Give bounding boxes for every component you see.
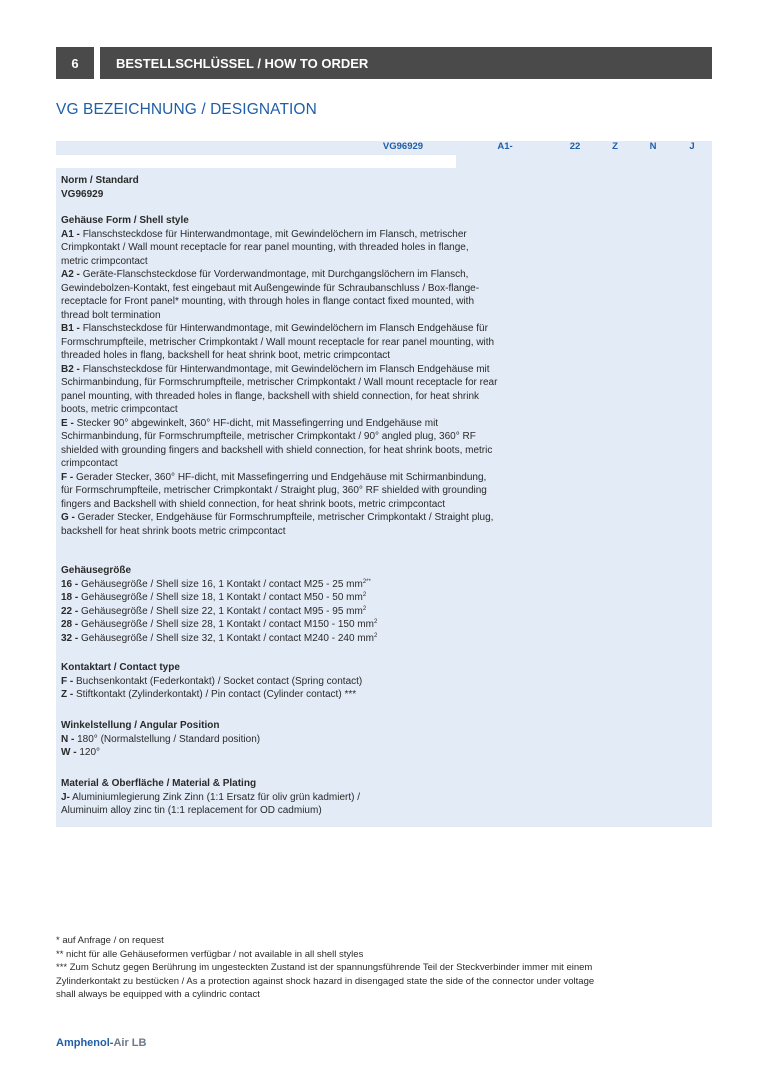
shell-text: Flanschsteckdose für Hinterwandmontage, mit Gewindelöchern im Flansch Endgehäuse für (82, 323, 488, 334)
shell-line: fingers and Backshell with shield connection, for heat shrink boots, metric crimpcontact (61, 498, 446, 510)
shell-item (61, 363, 551, 417)
shell-line: thread bolt termination (61, 309, 161, 321)
shell-line: Crimpkontakt / Wall mount receptacle for rear panel mounting, with threaded holes in flange, (61, 242, 469, 253)
contact-code: Z - (61, 689, 74, 700)
code-vg: VG96929 (382, 141, 424, 152)
shell-line: boots, metric crimpcontact (61, 404, 178, 415)
shell-text: Geräte-Flanschsteckdose für Vorderwandmontage, mit Durchgangslöchern im Flansch, (82, 269, 469, 280)
shell-code: A2 - (61, 269, 80, 280)
norm-heading: Norm / Standard (61, 175, 139, 186)
shell-item (61, 268, 551, 322)
size-item (61, 591, 591, 605)
shell-block (61, 214, 551, 538)
material-line (61, 791, 701, 805)
angle-heading: Winkelstellung / Angular Position (61, 720, 220, 731)
contact-item (61, 675, 621, 689)
size-code: 16 - (61, 578, 79, 590)
size-code: 22 - (61, 605, 79, 617)
size-text: Gehäusegröße / Shell size 18, 1 Kontakt / contact M50 - 50 mm (81, 592, 363, 603)
footnote: ** nicht für alle Gehäuseformen verfügbar / not available in all shell styles (56, 948, 364, 960)
size-heading: Gehäusegröße (61, 565, 132, 576)
shell-item (61, 417, 551, 471)
shell-code: B2 - (61, 363, 80, 375)
shell-line (61, 363, 551, 377)
footnotes (56, 934, 706, 1002)
footnote: Zylinderkontakt zu bestücken / As a protection against shock hazard in disengaged state the side of the connector under voltage (56, 975, 595, 987)
size-sup: 2 (362, 592, 367, 598)
size-sup: 2** (362, 578, 371, 585)
contact-text: Buchsenkontakt (Federkontakt) / Socket contact (Spring contact) (76, 675, 363, 687)
shell-item (61, 228, 551, 269)
size-text: Gehäusegröße / Shell size 16, 1 Kontakt / contact M25 - 25 mm (81, 578, 363, 590)
page-header-title: BESTELLSCHLÜSSEL / HOW TO ORDER (100, 47, 712, 79)
shell-item (61, 511, 551, 538)
material-code: J- (61, 791, 70, 803)
shell-line (61, 471, 551, 485)
contact-block (61, 661, 621, 702)
size-sup: 2 (373, 632, 378, 639)
angle-block (61, 719, 661, 760)
angle-text: 120° (79, 747, 101, 758)
shell-line (61, 268, 551, 282)
shell-line: threaded holes in flang, backshell for heat shrink boot, metric crimpcontact (61, 350, 391, 361)
size-text: Gehäusegröße / Shell size 28, 1 Kontakt / contact M150 - 150 mm (81, 619, 374, 630)
code-contact: Z (612, 141, 618, 152)
shell-line (61, 417, 551, 431)
size-sup: 2 (362, 605, 367, 612)
footnote: * auf Anfrage / on request (56, 935, 164, 946)
shell-line: Formschrumpfteile, metrischer Crimpkontakt / Wall mount receptacle for rear panel mounting, with (61, 336, 495, 348)
material-block (61, 777, 701, 818)
size-item (61, 632, 591, 646)
shell-line: für Formschrumpfteile, metrischer Crimpkontakt / Straight plug, 360° RF shielded with grounding (61, 485, 487, 496)
shell-code: A1 - (61, 228, 80, 240)
logo-brand: Amphenol- (56, 1037, 114, 1049)
shell-item (61, 471, 551, 512)
footnote: shall always be equipped with a cylindric contact (56, 989, 260, 1000)
shell-item (61, 322, 551, 363)
size-code: 32 - (61, 632, 79, 644)
shell-line: metric crimpcontact (61, 255, 148, 267)
code-material: J (689, 141, 695, 152)
size-code: 18 - (61, 592, 79, 603)
shell-line: crimpcontact (61, 458, 118, 469)
shell-line: receptacle for Front panel* mounting, with through holes in flange contact fixed mounted, with (61, 296, 475, 307)
column-bg-angle-col (634, 141, 672, 769)
shell-line (61, 322, 551, 336)
material-heading: Material & Oberfläche / Material & Plating (61, 778, 257, 789)
footnote: *** Zum Schutz gegen Berührung im ungesteckten Zustand ist der spannungsführende Teil der Steckverbinder immer mit einem (56, 962, 593, 973)
angle-item (61, 746, 661, 760)
code-shell: A1- (497, 141, 513, 152)
size-text: Gehäusegröße / Shell size 22, 1 Kontakt / contact M95 - 95 mm (81, 605, 363, 617)
contact-text: Stiftkontakt (Zylinderkontakt) / Pin contact (Cylinder contact) *** (76, 689, 357, 700)
code-size: 22 (569, 141, 581, 152)
size-item (61, 618, 591, 632)
shell-line: shielded with grounding fingers and backshell with shield connection, for heat shrink boots, metric (61, 444, 493, 456)
shell-line (61, 511, 551, 525)
size-item (61, 605, 591, 619)
angle-code: N - (61, 733, 75, 745)
size-sup: 2 (373, 619, 378, 625)
angle-text: 180° (Normalstellung / Standard position) (77, 733, 261, 745)
logo-sub: Air LB (113, 1037, 147, 1049)
shell-code: F - (61, 471, 74, 483)
shell-code: E - (61, 417, 74, 429)
angle-code: W - (61, 747, 77, 758)
material-line: Aluminuim alloy zinc tin (1:1 replacement for OD cadmium) (61, 805, 322, 816)
shell-line: panel mounting, with threaded holes in flange, backshell with shield connection, for heat shrink (61, 390, 480, 402)
angle-item (61, 733, 661, 747)
column-bg-material-col (672, 141, 712, 827)
contact-code: F - (61, 675, 74, 687)
code-angle: N (649, 141, 657, 152)
contact-heading: Kontaktart / Contact type (61, 662, 180, 673)
shell-line: backshell for heat shrink boots metric crimpcontact (61, 525, 286, 537)
shell-line: Schirmanbindung, für Formschrumpfteile, metrischer Crimpkontakt / Wall mount receptacle for rear (61, 377, 498, 388)
section-number: 6 (56, 47, 94, 79)
brand-logo (56, 1037, 146, 1049)
shell-line: Schirmanbindung, für Formschrumpfteile, metrischer Crimpkontakt / 90° angled plug, 360° RF (61, 431, 476, 442)
column-bg-contact-col (596, 141, 634, 711)
shell-text: Stecker 90° abgewinkelt, 360° HF-dicht, mit Massefingerring und Endgehäuse mit (76, 417, 439, 429)
size-block (61, 564, 591, 645)
shell-text: Gerader Stecker, Endgehäuse für Formschrumpfteile, metrischer Crimpkontakt / Straight plug, (77, 512, 494, 523)
size-item (61, 578, 591, 592)
contact-item (61, 688, 621, 702)
shell-text: Flanschsteckdose für Hinterwandmontage, mit Gewindelöchern im Flansch Endgehäuse mit (82, 363, 490, 375)
shell-line: Gewindebolzen-Kontakt, fest eingebaut mit Außengewinde für Schraubanschluss / Box-flange- (61, 282, 480, 294)
shell-heading: Gehäuse Form / Shell style (61, 215, 189, 226)
section-title: VG BEZEICHNUNG / DESIGNATION (56, 101, 317, 118)
shell-line (61, 228, 551, 242)
size-text: Gehäusegröße / Shell size 32, 1 Kontakt / contact M240 - 240 mm (81, 632, 374, 644)
size-code: 28 - (61, 619, 79, 630)
shell-text: Flanschsteckdose für Hinterwandmontage, mit Gewindelöchern im Flansch, metrischer (82, 228, 467, 240)
material-text: Aluminiumlegierung Zink Zinn (1:1 Ersatz für oliv grün kadmiert) / (72, 791, 361, 803)
shell-code: B1 - (61, 323, 80, 334)
shell-code: G - (61, 512, 75, 523)
shell-text: Gerader Stecker, 360° HF-dicht, mit Massefingerring und Endgehäuse mit Schirmanbindung, (76, 471, 487, 483)
norm-value: VG96929 (61, 188, 104, 200)
norm-block (61, 174, 139, 201)
